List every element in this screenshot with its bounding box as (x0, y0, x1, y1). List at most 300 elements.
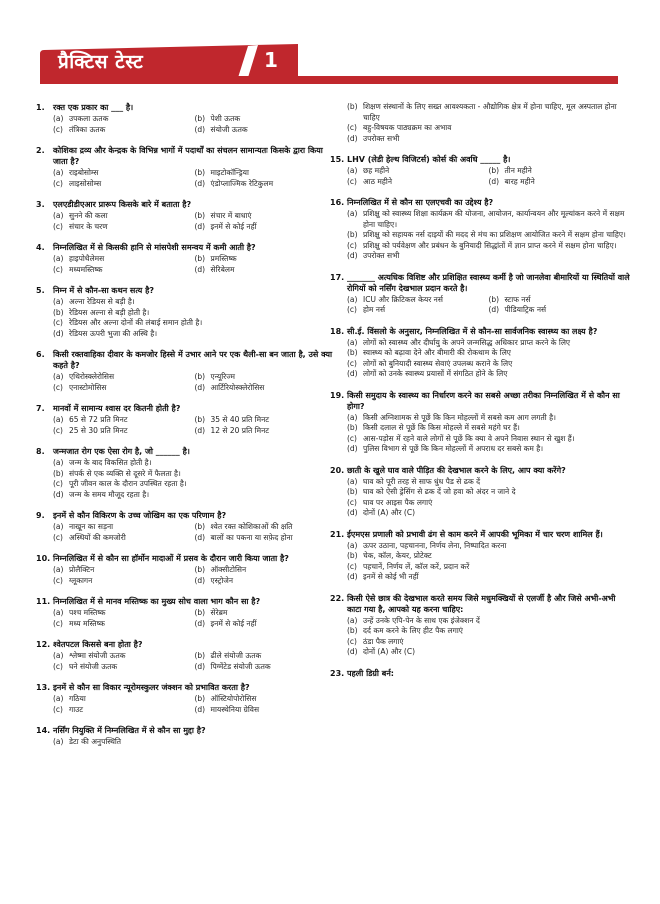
option-text: शिक्षण संस्थानों के लिए सख्त आवश्यकता - औद्योगिक क्षेत्र में होना चाहिए, मूल अस्पताल होना चाहिए (363, 102, 617, 122)
option-text: किसी दलाल से पूछें कि किस मोहल्ले में सबसे महंगे घर हैं। (363, 423, 520, 432)
question (36, 349, 336, 393)
option-row (53, 125, 336, 136)
question-text: पहली डिग्री बर्न: (347, 668, 395, 678)
option-label: (b) (194, 694, 206, 703)
question-text: कोशिका द्रव्य और केन्द्रक के विभिन्न भागों में पदार्थों का संचलन सामान्यतः किसके द्वारा किया जाता है? (53, 146, 323, 166)
option-label: (c) (53, 532, 63, 542)
option-text: बालों का पकना या सफ़ेद होना (210, 532, 293, 542)
option (347, 413, 630, 424)
option (489, 177, 631, 188)
option-label: (a) (53, 297, 64, 306)
option-label: (c) (53, 704, 63, 714)
option-label: (c) (53, 178, 63, 188)
question-line (36, 639, 336, 650)
option-row (53, 576, 336, 587)
option-text: संपर्क से एक व्यक्ति से दूसरे में फैलता है। (69, 468, 181, 478)
option-label: (a) (347, 615, 358, 625)
option-label: (c) (347, 561, 357, 571)
page-title: प्रैक्टिस टेस्ट (58, 51, 144, 73)
question-line (36, 102, 336, 113)
option-text: 65 से 72 प्रति मिनट (69, 415, 128, 424)
options (347, 209, 630, 262)
option (195, 694, 337, 705)
option-row (53, 179, 336, 190)
option-row (347, 295, 630, 306)
option (195, 619, 337, 630)
option (53, 490, 336, 501)
option-label: (a) (347, 540, 358, 550)
option (347, 541, 630, 552)
option-text: दोनों (A) और (C) (363, 647, 415, 656)
option-text: एथिरोस्क्लेरोसिस (69, 372, 115, 381)
option (53, 737, 336, 748)
option-text: इनमें से कोई भी नहीं (363, 572, 419, 581)
option (347, 616, 630, 627)
option-text: पहचानें, निर्णय लें, कॉल करें, प्रदान करें (363, 561, 470, 571)
option-label: (b) (194, 254, 206, 263)
option-label: (d) (194, 264, 206, 274)
option-label: (a) (53, 458, 64, 467)
option-label: (c) (347, 497, 357, 507)
option-label: (d) (194, 221, 206, 231)
question-text: किसी रक्तवाहिका दीवार के कमजोर हिस्से में उभार आने पर एक थैली-सा बन जाता है, उसे क्या कहते है? (53, 350, 333, 370)
option-label: (a) (53, 415, 64, 424)
options (347, 541, 630, 583)
question-line (330, 465, 630, 476)
option (53, 125, 195, 136)
question (36, 725, 336, 748)
option-text: तीन महीने (504, 166, 532, 175)
option (53, 565, 195, 576)
option-label: (d) (488, 176, 500, 186)
question (36, 553, 336, 586)
option (347, 241, 630, 252)
option-label: (d) (194, 618, 206, 628)
option-text: अस्थियों की कमजोरी (69, 532, 126, 542)
option (53, 297, 336, 308)
option-row (53, 426, 336, 437)
question (330, 668, 630, 679)
option-label: (b) (53, 468, 64, 478)
option-text: स्टाफ नर्स (504, 294, 531, 304)
option (489, 295, 631, 306)
option-label: (b) (488, 166, 500, 175)
option-text: डेटा की अनुपस्थिति (69, 737, 122, 746)
question-line (36, 242, 336, 253)
question (330, 272, 630, 316)
question-number: 3. (36, 200, 45, 209)
question (36, 145, 336, 189)
option (347, 562, 630, 573)
options (53, 415, 336, 436)
option-row (347, 305, 630, 316)
question-line (36, 403, 336, 414)
option (53, 705, 195, 716)
option-text: 35 से 40 प्रति मिनट (210, 415, 270, 424)
option-text: एस्ट्रोजेन (210, 575, 234, 585)
option-label: (b) (194, 372, 206, 381)
option-text: संचार के चरण (69, 221, 108, 231)
option-row (53, 533, 336, 544)
question-text: इनमें से कौन सा विकार न्यूरोमस्कुलर जंक्शन को प्रभावित करता है? (53, 683, 250, 692)
option (53, 426, 195, 437)
option-label: (b) (347, 348, 358, 357)
option-label: (c) (347, 176, 357, 186)
option (195, 522, 337, 533)
option-text: संयोजी ऊतक (210, 124, 248, 134)
option (347, 551, 630, 562)
question (36, 102, 336, 135)
option (53, 608, 195, 619)
option (195, 651, 337, 662)
option-label: (b) (347, 423, 358, 432)
question (330, 197, 630, 262)
option (347, 423, 630, 434)
options (53, 458, 336, 500)
option-text: रेडियस अल्ना से बड़ी होती है। (69, 307, 150, 317)
option-text: प्रशिक्षु को पर्यवेक्षण और प्रबंधन के बुनियादी सिद्धांतों में ज्ञान प्राप्त करने में सक्षम होना चाहिए। (363, 240, 617, 250)
option-label: (c) (53, 575, 63, 585)
question-text: छाती के खुले घाव वाले पीड़ित की देखभाल करने के लिए, आप क्या करेंगे? (347, 465, 566, 475)
option-label: (a) (53, 114, 64, 123)
option-label: (c) (53, 425, 63, 435)
question-text: निम्नलिखित में से कौन सा हॉर्मोन मादाओं में प्रसव के दौरान जारी किया जाता है? (53, 554, 289, 563)
option-text: आर्टिरियोस्क्लेरोसिस (210, 382, 265, 392)
option (347, 102, 630, 123)
option-label: (a) (53, 651, 64, 660)
option-label: (d) (194, 178, 206, 188)
option-text: ऑक्सीटोसिन (210, 565, 247, 574)
option-label: (b) (194, 651, 206, 660)
question (36, 446, 336, 500)
option-label: (d) (347, 572, 358, 581)
options (347, 477, 630, 519)
option-text: श्लेष्मा संयोजी ऊतक (69, 651, 126, 660)
option-row (53, 211, 336, 222)
options (53, 737, 336, 748)
question-line (36, 725, 336, 736)
option (53, 372, 195, 383)
option-text: इनमें से कोई नहीं (210, 618, 257, 628)
question (330, 593, 630, 658)
option (347, 123, 630, 134)
option (195, 565, 337, 576)
option-text: इनमें से कोई नहीं (210, 221, 257, 231)
option-text: प्रोलैक्टिन (69, 565, 95, 574)
option (195, 705, 337, 716)
question-line (330, 326, 630, 337)
option-label: (d) (53, 328, 64, 338)
question-number: 1. (36, 103, 45, 112)
option-text: 25 से 30 प्रति मिनट (69, 425, 128, 435)
question (330, 154, 630, 187)
option-label: (a) (53, 254, 64, 263)
option-label: (c) (53, 221, 63, 231)
option-label: (b) (347, 551, 358, 560)
option-label: (b) (347, 487, 358, 496)
continued-options (347, 102, 630, 144)
option-label: (c) (347, 240, 357, 250)
option-text: जन्म के बाद विकसित होती है। (69, 458, 152, 467)
options (53, 565, 336, 586)
question-text: किसी ऐसे छात्र की देखभाल करते समय जिसे मधुमक्खियों से एलर्जी है और जिसे अभी-अभी काटा गया है, आपको यह करना चाहिए: (347, 593, 616, 614)
option (195, 168, 337, 179)
question-number: 10. (36, 554, 51, 563)
option-text: उपरोक्त सभी (363, 133, 400, 143)
option-label: (d) (194, 124, 206, 134)
option (347, 487, 630, 498)
option-text: पुलिस विभाग से पूछें कि किन मोहल्लों में अपराध दर सबसे कम है। (363, 444, 544, 453)
option-label: (b) (53, 307, 64, 317)
question-line (36, 199, 336, 210)
option (195, 533, 337, 544)
question-line (36, 510, 336, 521)
option-label: (a) (347, 337, 358, 347)
options (53, 608, 336, 629)
option (195, 114, 337, 125)
option (347, 209, 630, 230)
option-label: (b) (488, 294, 500, 304)
option-text: एंडोप्लाज्मिक रेटिकुलम (210, 178, 274, 188)
option-text: बहु-विषयक पाठ्यक्रम का अभाव (363, 123, 452, 132)
option-text: मध्यमस्तिष्क (69, 264, 103, 274)
option (195, 125, 337, 136)
option-text: मध्य मस्तिष्क (69, 618, 105, 628)
question (36, 403, 336, 436)
option (195, 415, 337, 426)
question-text: इनमें से कौन विकिरण के उच्च जोखिम का एक परिणाम है? (53, 511, 227, 520)
question-line (330, 529, 630, 540)
option-label: (c) (53, 618, 63, 628)
option-text: सुनने की कला (69, 211, 108, 220)
question-text: नर्सिंग नियुक्ति में निम्नलिखित में से कौन सा मुद्दा है? (53, 726, 206, 735)
question-number: 6. (36, 350, 45, 359)
option (347, 177, 489, 188)
option-text: गाउट (69, 704, 84, 714)
right-column (330, 102, 630, 689)
option (347, 637, 630, 648)
question-line (36, 682, 336, 693)
question-text: एलएडीडीएआर प्रारूप किसके बारे में बताता है? (53, 200, 192, 209)
option-text: पश्च मस्तिष्क (69, 608, 106, 617)
option (347, 359, 630, 370)
option (195, 179, 337, 190)
option-text: ऊपर उठाना, पहचानना, निर्णय लेना, निष्पादित करना (363, 540, 507, 550)
option-text: एन्यूरिज्म (210, 372, 235, 381)
option (195, 662, 337, 673)
question-line (36, 446, 336, 457)
option-label: (a) (347, 412, 358, 422)
question-number: 18. (330, 326, 345, 336)
question-line (330, 668, 630, 679)
option-row (53, 372, 336, 383)
option-label: (c) (347, 305, 357, 314)
question-number: 13. (36, 683, 51, 692)
option (53, 114, 195, 125)
option-label: (b) (194, 415, 206, 424)
option-label: (d) (194, 532, 206, 542)
option-row (53, 694, 336, 705)
option (53, 533, 195, 544)
question-number: 14. (36, 726, 51, 735)
question-number: 2. (36, 146, 45, 155)
question-text: _______ अत्यधिक विशिष्ट और प्रशिक्षित स्वास्थ्य कर्मी है जो जानलेवा बीमारियों या स्थितियों वाले रोगियों को नर्सिंग देखभाल प्रदान करते है। (347, 272, 630, 293)
option-label: (d) (347, 444, 358, 453)
option-text: सेरेब्रम (210, 608, 228, 617)
question (36, 242, 336, 275)
option-label: (b) (194, 522, 206, 531)
option-text: उपरोक्त सभी (363, 251, 400, 260)
option-text: गठिया (69, 694, 86, 703)
question-number: 8. (36, 447, 45, 456)
option-text: ऑस्टियोपोरोसिस (210, 694, 257, 703)
options (53, 651, 336, 672)
option-label: (b) (194, 608, 206, 617)
option-label: (d) (194, 661, 206, 671)
option-label: (d) (488, 305, 500, 314)
option (347, 498, 630, 509)
option-text: लोगों को उनके स्वास्थ्य प्रयासों में संगठित होने के लिए (363, 369, 508, 378)
question-line (330, 272, 630, 294)
options (53, 522, 336, 543)
option-row (53, 522, 336, 533)
option (53, 651, 195, 662)
option-text: ICU और क्रिटिकल केयर नर्स (363, 294, 443, 304)
option-text: चेक, कॉल, केयर, प्रोटेक्ट (363, 551, 432, 560)
option-text: घाव पर आइस पैक लगाएं (363, 497, 433, 507)
option (53, 168, 195, 179)
option-label: (d) (347, 251, 358, 260)
question-number: 17. (330, 272, 345, 282)
question-number: 20. (330, 465, 345, 475)
option-label: (b) (347, 626, 358, 635)
option-text: पेशी ऊतक (210, 114, 241, 123)
option-label: (d) (194, 425, 206, 435)
option-text: सेरिबेलम (210, 264, 235, 274)
question (330, 390, 630, 455)
option-label: (a) (53, 168, 64, 177)
option-row (53, 651, 336, 662)
option-row (53, 415, 336, 426)
option-row (53, 168, 336, 179)
options (347, 166, 630, 187)
question-text: मानवों में सामान्य श्वास दर कितनी होती है? (53, 404, 181, 413)
option (347, 626, 630, 637)
option-text: प्रमस्तिष्क (210, 254, 237, 263)
header-rule (40, 76, 618, 84)
option-text: मायस्थेनिया ग्रेविस (210, 704, 260, 714)
option-label: (b) (194, 114, 206, 123)
option (347, 508, 630, 519)
option-label: (a) (53, 608, 64, 617)
question-line (36, 596, 336, 607)
option-text: घाव को पूरी तरह से साफ धुंध पैड से ढक दें (363, 476, 481, 486)
option-row (53, 705, 336, 716)
option-text: रेडियस और अल्ना दोनों की लंबाई समान होती है। (69, 318, 203, 327)
option (347, 647, 630, 658)
option-text: उन्हें उनके एपि-पेन के साथ एक इंजेक्शन दें (363, 615, 480, 625)
option (489, 305, 631, 316)
options (347, 616, 630, 658)
option-label: (d) (347, 647, 358, 656)
question (36, 596, 336, 629)
question-text: ईएमएस प्रणाली को प्रभावी ढंग से काम करने में आपकी भूमिका में चार चरण शामिल हैं। (347, 529, 603, 539)
question-line (36, 349, 336, 371)
option-text: पिग्मेंटेड संयोजी ऊतक (210, 661, 271, 671)
question-text: निम्नलिखित में से कौन सा एलएचवी का उद्देश्य है? (347, 198, 494, 207)
option-row (53, 383, 336, 394)
option-text: नाखून का सड़ना (69, 522, 114, 531)
option-text: ढीले संयोजी ऊतक (210, 651, 262, 660)
option-row (53, 608, 336, 619)
option (53, 619, 195, 630)
option-label: (c) (53, 318, 63, 327)
option-text: ग्लूकागन (69, 575, 93, 585)
option-text: श्वेत रक्त कोशिकाओं की क्षति (210, 522, 293, 531)
question-line (330, 154, 630, 165)
option (53, 179, 195, 190)
test-number: 1 (264, 48, 278, 72)
option (347, 295, 489, 306)
option-text: ठंडा पैक लगाएं (363, 636, 404, 646)
option-text: घने संयोजी ऊतक (69, 661, 118, 671)
option-text: लोगों को बुनियादी स्वास्थ्य सेवाएं उपलब्ध कराने के लिए (363, 358, 513, 368)
option-text: दोनों (A) और (C) (363, 508, 415, 517)
option-label: (a) (53, 211, 64, 220)
option (53, 318, 336, 329)
option-label: (a) (347, 209, 358, 218)
option-label: (c) (53, 479, 63, 488)
option (53, 329, 336, 340)
option-row (53, 114, 336, 125)
option-row (53, 222, 336, 233)
options (53, 694, 336, 715)
question-number: 4. (36, 243, 45, 252)
option-label: (d) (194, 575, 206, 585)
options (347, 413, 630, 455)
option (53, 383, 195, 394)
option-label: (c) (347, 358, 357, 368)
option-text: जन्म के समय मौजूद रहता है। (69, 489, 150, 499)
question-number: 19. (330, 390, 345, 400)
question (330, 529, 630, 583)
question (36, 682, 336, 715)
question-number: 15. (330, 155, 345, 164)
option-label: (a) (53, 565, 64, 574)
question-line (36, 285, 336, 296)
option-label: (b) (347, 230, 358, 239)
option-label: (b) (194, 211, 206, 220)
option-text: प्रशिक्षु को सहायक नर्स दाइयों की मदद से मंच का प्रशिक्षण आयोजित करने में सक्षम होना चाहिए। (363, 230, 626, 239)
option (53, 469, 336, 480)
option-label: (b) (194, 565, 206, 574)
option-text: किसी अग्निशामक से पूछें कि किन मोहल्लों में सबसे कम आग लगती है। (363, 412, 556, 422)
question (36, 639, 336, 672)
option (195, 211, 337, 222)
option-row (53, 565, 336, 576)
option-text: छह महीने (363, 166, 390, 175)
question-text: जन्मजात रोग एक ऐसा रोग है, जो ______ है। (53, 447, 190, 456)
option (347, 251, 630, 262)
option (347, 477, 630, 488)
option (489, 166, 631, 177)
options (53, 168, 336, 189)
question-line (330, 593, 630, 615)
option-row (347, 166, 630, 177)
option-text: घाव को ऐसी ड्रेसिंग से ढक दें जो हवा को अंदर न जाने दे (363, 487, 516, 496)
options (53, 254, 336, 275)
option (53, 479, 336, 490)
